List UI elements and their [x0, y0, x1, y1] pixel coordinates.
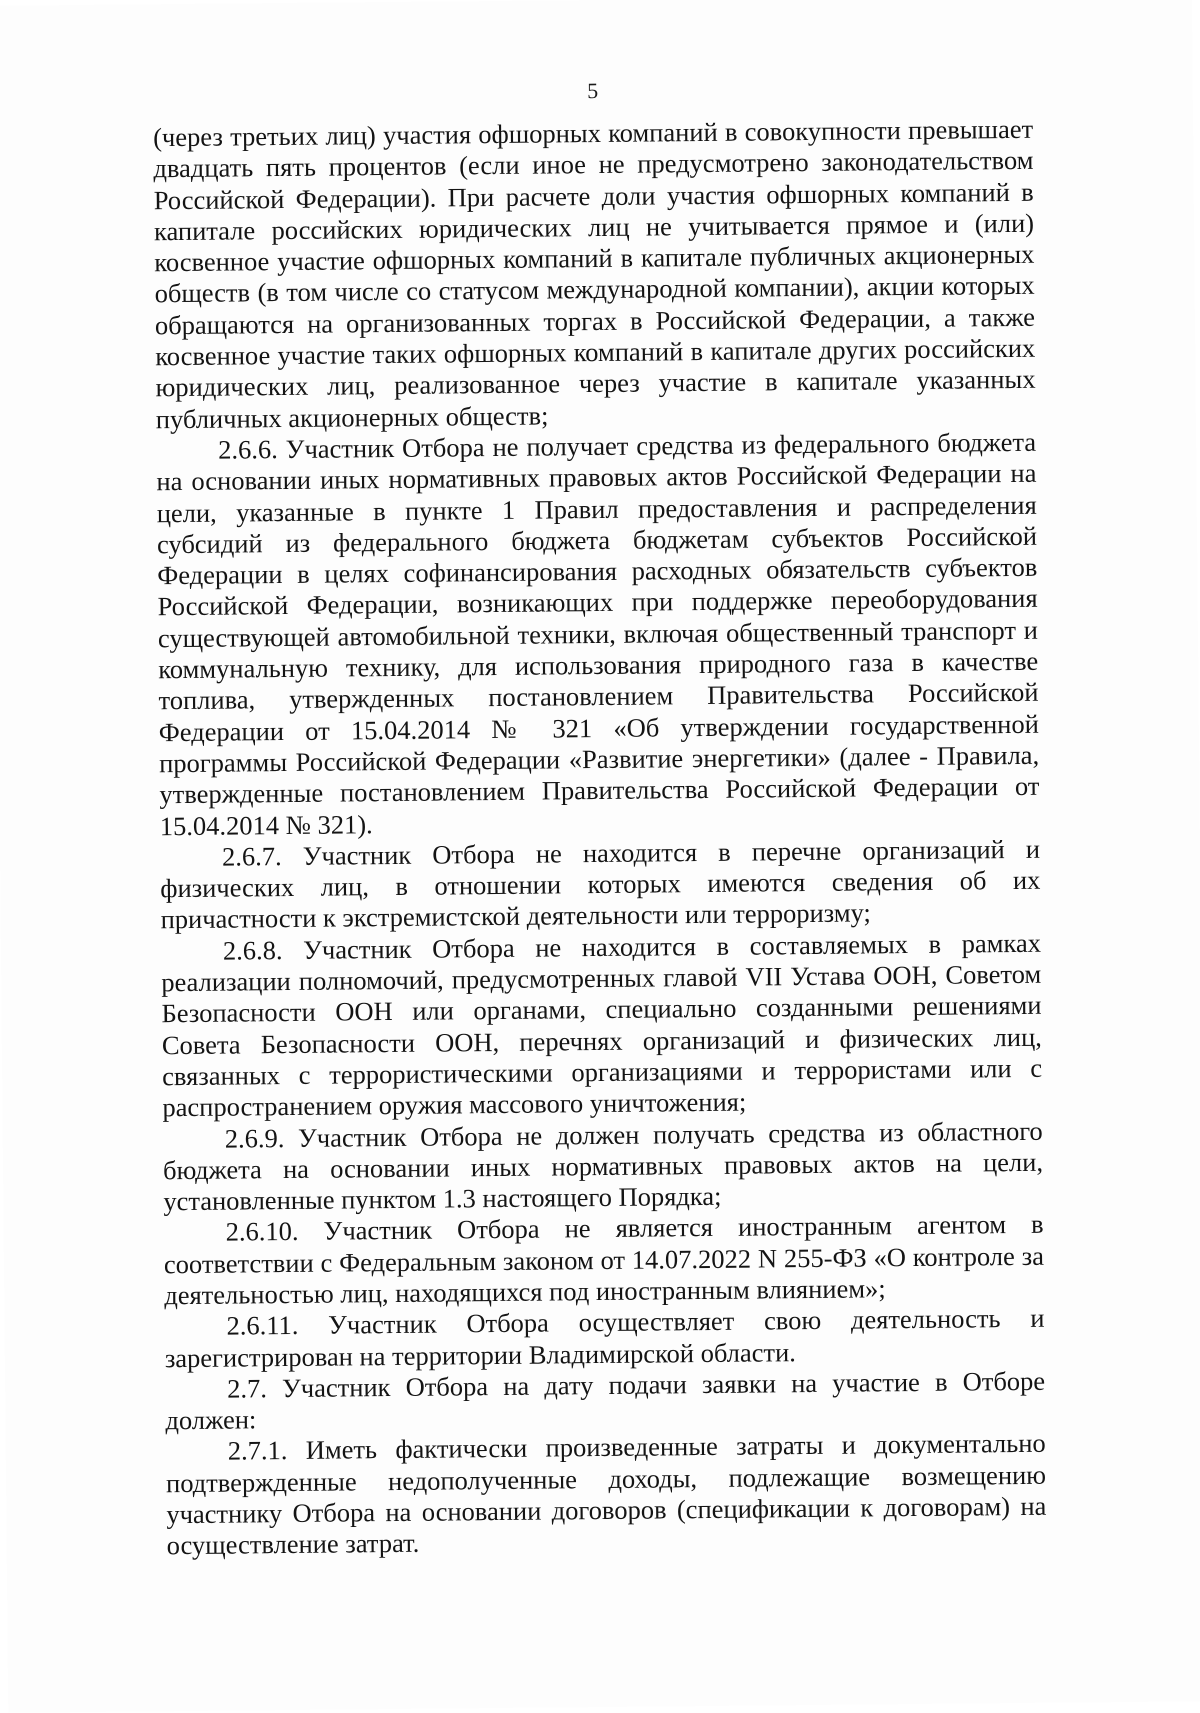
document-body [153, 114, 1047, 1562]
paragraph-2-6-6: 2.6.6. Участник Отбора не получает средства из федерального бюджета на основании иных нормативных правовых актов Российской Федерации на цели, указанные в пункте 1 Правил предоставления и распределения субсидий из федерального бюджета бюджетам субъектов Российской Федерации в целях софинансирования расходных обязательств субъектов Российской Федерации, возникающих при поддержке переоборудования существующей автомобильной техники, включая общественный транспорт и коммунальную технику, для использования природного газа в качестве топлива, утвержденных постановлением Правительства Российской Федерации от 15.04.2014 № 321 «Об утверждении государственной программы Российской Федерации «Развитие энергетики» (далее - Правила, утвержденные постановлением Правительства Российской Федерации от 15.04.2014 № 321). [156, 426, 1040, 841]
page-number: 5 [587, 77, 599, 104]
paragraph-offshore-continuation: (через третьих лиц) участия офшорных компаний в совокупности превышает двадцать пять процентов (если иное не предусмотрено законодательством Российской Федерации). При расчете доли участия офшорных компаний в капитале российских юридических лиц не учитывается прямое и (или) косвенное участие офшорных компаний в капитале публичных акционерных обществ (в том числе со статусом международной компании), акции которых обращаются на организованных торгах в Российской Федерации, а также косвенное участие таких офшорных компаний в капитале других российских юридических лиц, реализованное через участие в капитале указанных публичных акционерных обществ; [152, 113, 1036, 434]
paragraph-2-7-1: 2.7.1. Иметь фактически произведенные затраты и документально подтвержденные недополученные доходы, подлежащие возмещению участнику Отбора на основании договоров (спецификации к договорам) на осуществление затрат. [165, 1428, 1047, 1561]
paragraph-2-6-9: 2.6.9. Участник Отбора не должен получать средства из областного бюджета на основании иных нормативных правовых актов на цели, установленные пунктом 1.3 настоящего Порядка; [162, 1115, 1044, 1217]
paragraph-2-6-7: 2.6.7. Участник Отбора не находится в перечне организаций и физических лиц, в отношении которых имеются сведения об их причастности к экстремистской деятельности или терроризму; [160, 833, 1041, 935]
paragraph-2-7: 2.7. Участник Отбора на дату подачи заявки на участие в Отборе должен: [165, 1365, 1046, 1436]
paragraph-2-6-11: 2.6.11. Участник Отбора осуществляет свою деятельность и зарегистрирован на территории Владимирской области. [164, 1303, 1045, 1373]
paragraph-2-6-10: 2.6.10. Участник Отбора не является иностранным агентом в соответствии с Федеральным законом от 14.07.2022 N 255-ФЗ «О контроле за деятельностью лиц, находящихся под иностранным влиянием»; [163, 1209, 1045, 1311]
paragraph-2-6-8: 2.6.8. Участник Отбора не находится в составляемых в рамках реализации полномочий, предусмотренных главой VII Устава ООН, Советом Безопасности ООН или органами, специально созданными решениями Совета Безопасности ООН, перечнях организаций и физических лиц, связанных с террористическими организациями и террористами или с распространением оружия массового уничтожения; [161, 927, 1043, 1123]
